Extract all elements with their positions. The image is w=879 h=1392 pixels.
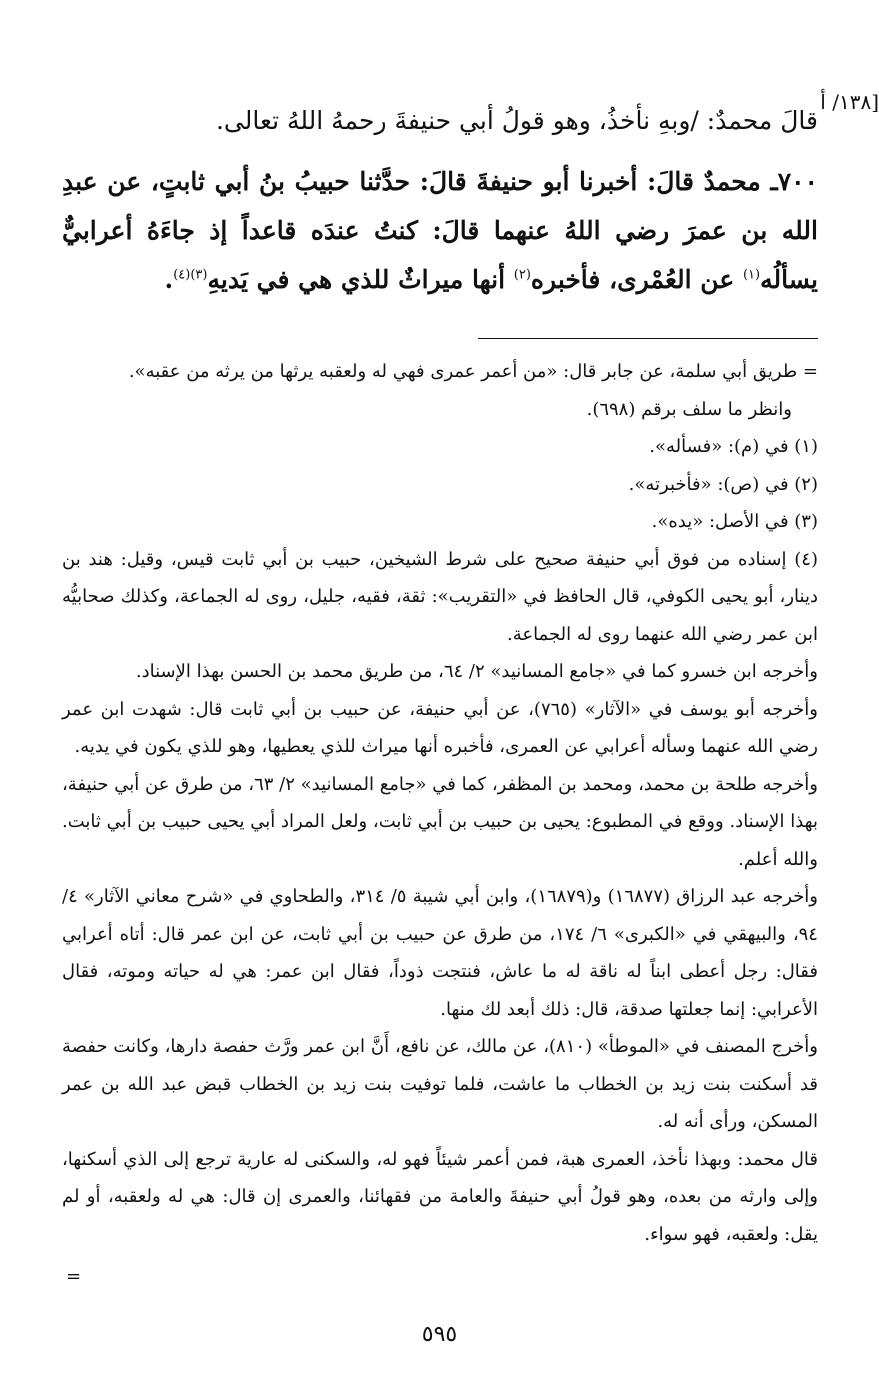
footnote-4-para-c: وأخرجه أبو يوسف في «الآثار» (٧٦٥)، عن أبي حنيفة، عن حبيب بن أبي ثابت قال: شهدت ابن عمر رضي الله عنهما وسأله أعرابي عن العمرى، فأخبره أنها ميراث للذي يعطيها، وهو للذي يكون في يديه. bbox=[62, 698, 818, 757]
main-line-1: قالَ محمدٌ: /وبهِ نأخذُ، وهو قولُ أبي حنيفةَ رحمهُ اللهُ تعالى. bbox=[215, 106, 818, 135]
footnote-separator bbox=[478, 338, 818, 339]
hadith-part-1: ـ محمدٌ قالَ: أخبرنا أبو حنيفةَ قالَ: حدَّثنا حبيبُ بنُ أبي ثابتٍ، عن عبدِ الله بن عمرَ رضي اللهُ عنهما قالَ: كنتُ عندَه قاعداً إذ جاءَهُ أعرابيٌّ يسألُه bbox=[62, 167, 818, 294]
footnote-4-para-d: وأخرجه طلحة بن محمد، ومحمد بن المظفر، كما في «جامع المسانيد» ٢/ ٦٣، من طرق عن أبي حنيفة، بهذا الإسناد. ووقع في المطبوع: يحيى بن حبيب بن أبي ثابت، ولعل المراد أبي يحيى حبيب بن أبي ثابت. والله أعلم. bbox=[62, 773, 818, 870]
footnote-ref-2: (٢) bbox=[513, 267, 531, 283]
main-text bbox=[62, 96, 818, 304]
margin-folio-note: [١٣٨/ أ bbox=[820, 90, 879, 114]
footnotes bbox=[62, 353, 818, 1253]
footnote-continuation-2: وانظر ما سلف برقم (٦٩٨). bbox=[586, 398, 792, 420]
hadith-part-2: عن العُمْرى، فأخبره bbox=[530, 265, 743, 294]
footnote-4: (٤) إسناده من فوق أبي حنيفة صحيح على شرط الشيخين، حبيب بن أبي ثابت قيس، وقيل: هند بن دينار، أبو يحيى الكوفي، قال الحافظ في «التقريب»: ثقة، فقيه، جليل، روى له الجماعة، وكذلك صحابيُّه ابن عمر رضي الله عنهما روى له الجماعة. bbox=[62, 548, 818, 645]
hadith-part-3: أنها ميراثٌ للذي هي في يَديهِ bbox=[207, 265, 514, 294]
continuation-prefix: = bbox=[797, 361, 818, 382]
footnote-2: (٢) في (ص): «فأخبرته». bbox=[628, 473, 818, 495]
continuation-text-1: طريق أبي سلمة، عن جابر قال: «من أعمر عمرى فهي له ولعقبه يرثها من يرثه من عقبه». bbox=[128, 361, 798, 382]
footnote-4-para-f: وأخرج المصنف في «الموطأ» (٨١٠)، عن مالك، عن نافع، أَنَّ ابن عمر ورَّث حفصة دارها، وكانت حفصة قد أسكنت بنت زيد بن الخطاب ما عاشت، فلما توفيت بنت زيد بن الخطاب قبض عبد الله بن عمر المسكن، ورأى أنه له. bbox=[62, 1036, 818, 1132]
page-number: ٥٩٥ bbox=[421, 1322, 458, 1347]
footnote-1: (١) في (م): «فسأله». bbox=[649, 436, 818, 457]
hadith-number: ٧٠٠ bbox=[777, 167, 818, 196]
hadith-700 bbox=[62, 157, 818, 304]
footnote-continuation-1 bbox=[62, 353, 818, 391]
hadith-end: . bbox=[164, 265, 174, 294]
page-body bbox=[62, 96, 818, 1253]
footnote-ref-1: (١) bbox=[742, 267, 761, 283]
footnote-4-para-g: قال محمد: وبهذا نأخذ، العمرى هبة، فمن أعمر شيئاً فهو له، والسكنى له عارية ترجع إلى الذي أسكنها، وإلى وارثه من بعده، وهو قولُ أبي حنيفةَ والعامة من فقهائنا، والعمرى إن قال: هي له ولعقبه، أو لم يقل: ولعقبه، فهو سواء. bbox=[62, 1148, 818, 1245]
footnote-3: (٣) في الأصل: «يده». bbox=[651, 511, 818, 532]
footnote-4-para-b: وأخرجه ابن خسرو كما في «جامع المسانيد» ٢/ ٦٤، من طريق محمد بن الحسن بهذا الإسناد. bbox=[135, 661, 818, 682]
footnote-ref-3-4: (٣)(٤) bbox=[173, 267, 208, 283]
continuation-mark: = bbox=[66, 1266, 82, 1287]
footnote-4-para-e: وأخرجه عبد الرزاق (١٦٨٧٧) و(١٦٨٧٩)، وابن أبي شيبة ٥/ ٣١٤، والطحاوي في «شرح معاني الآثار» ٤/ ٩٤، والبيهقي في «الكبرى» ٦/ ١٧٤، من طرق عن حبيب بن أبي ثابت، عن ابن عمر قال: أتاه أعرابي فقال: رجل أعطى ابناً له ناقة له ما عاش، فنتجت ذوداً، فقال ابن عمر: هي له حياته وموته، فقال الأعرابي: إنما جعلتها صدقة، قال: ذلك أبعد لك منها. bbox=[62, 886, 819, 1020]
